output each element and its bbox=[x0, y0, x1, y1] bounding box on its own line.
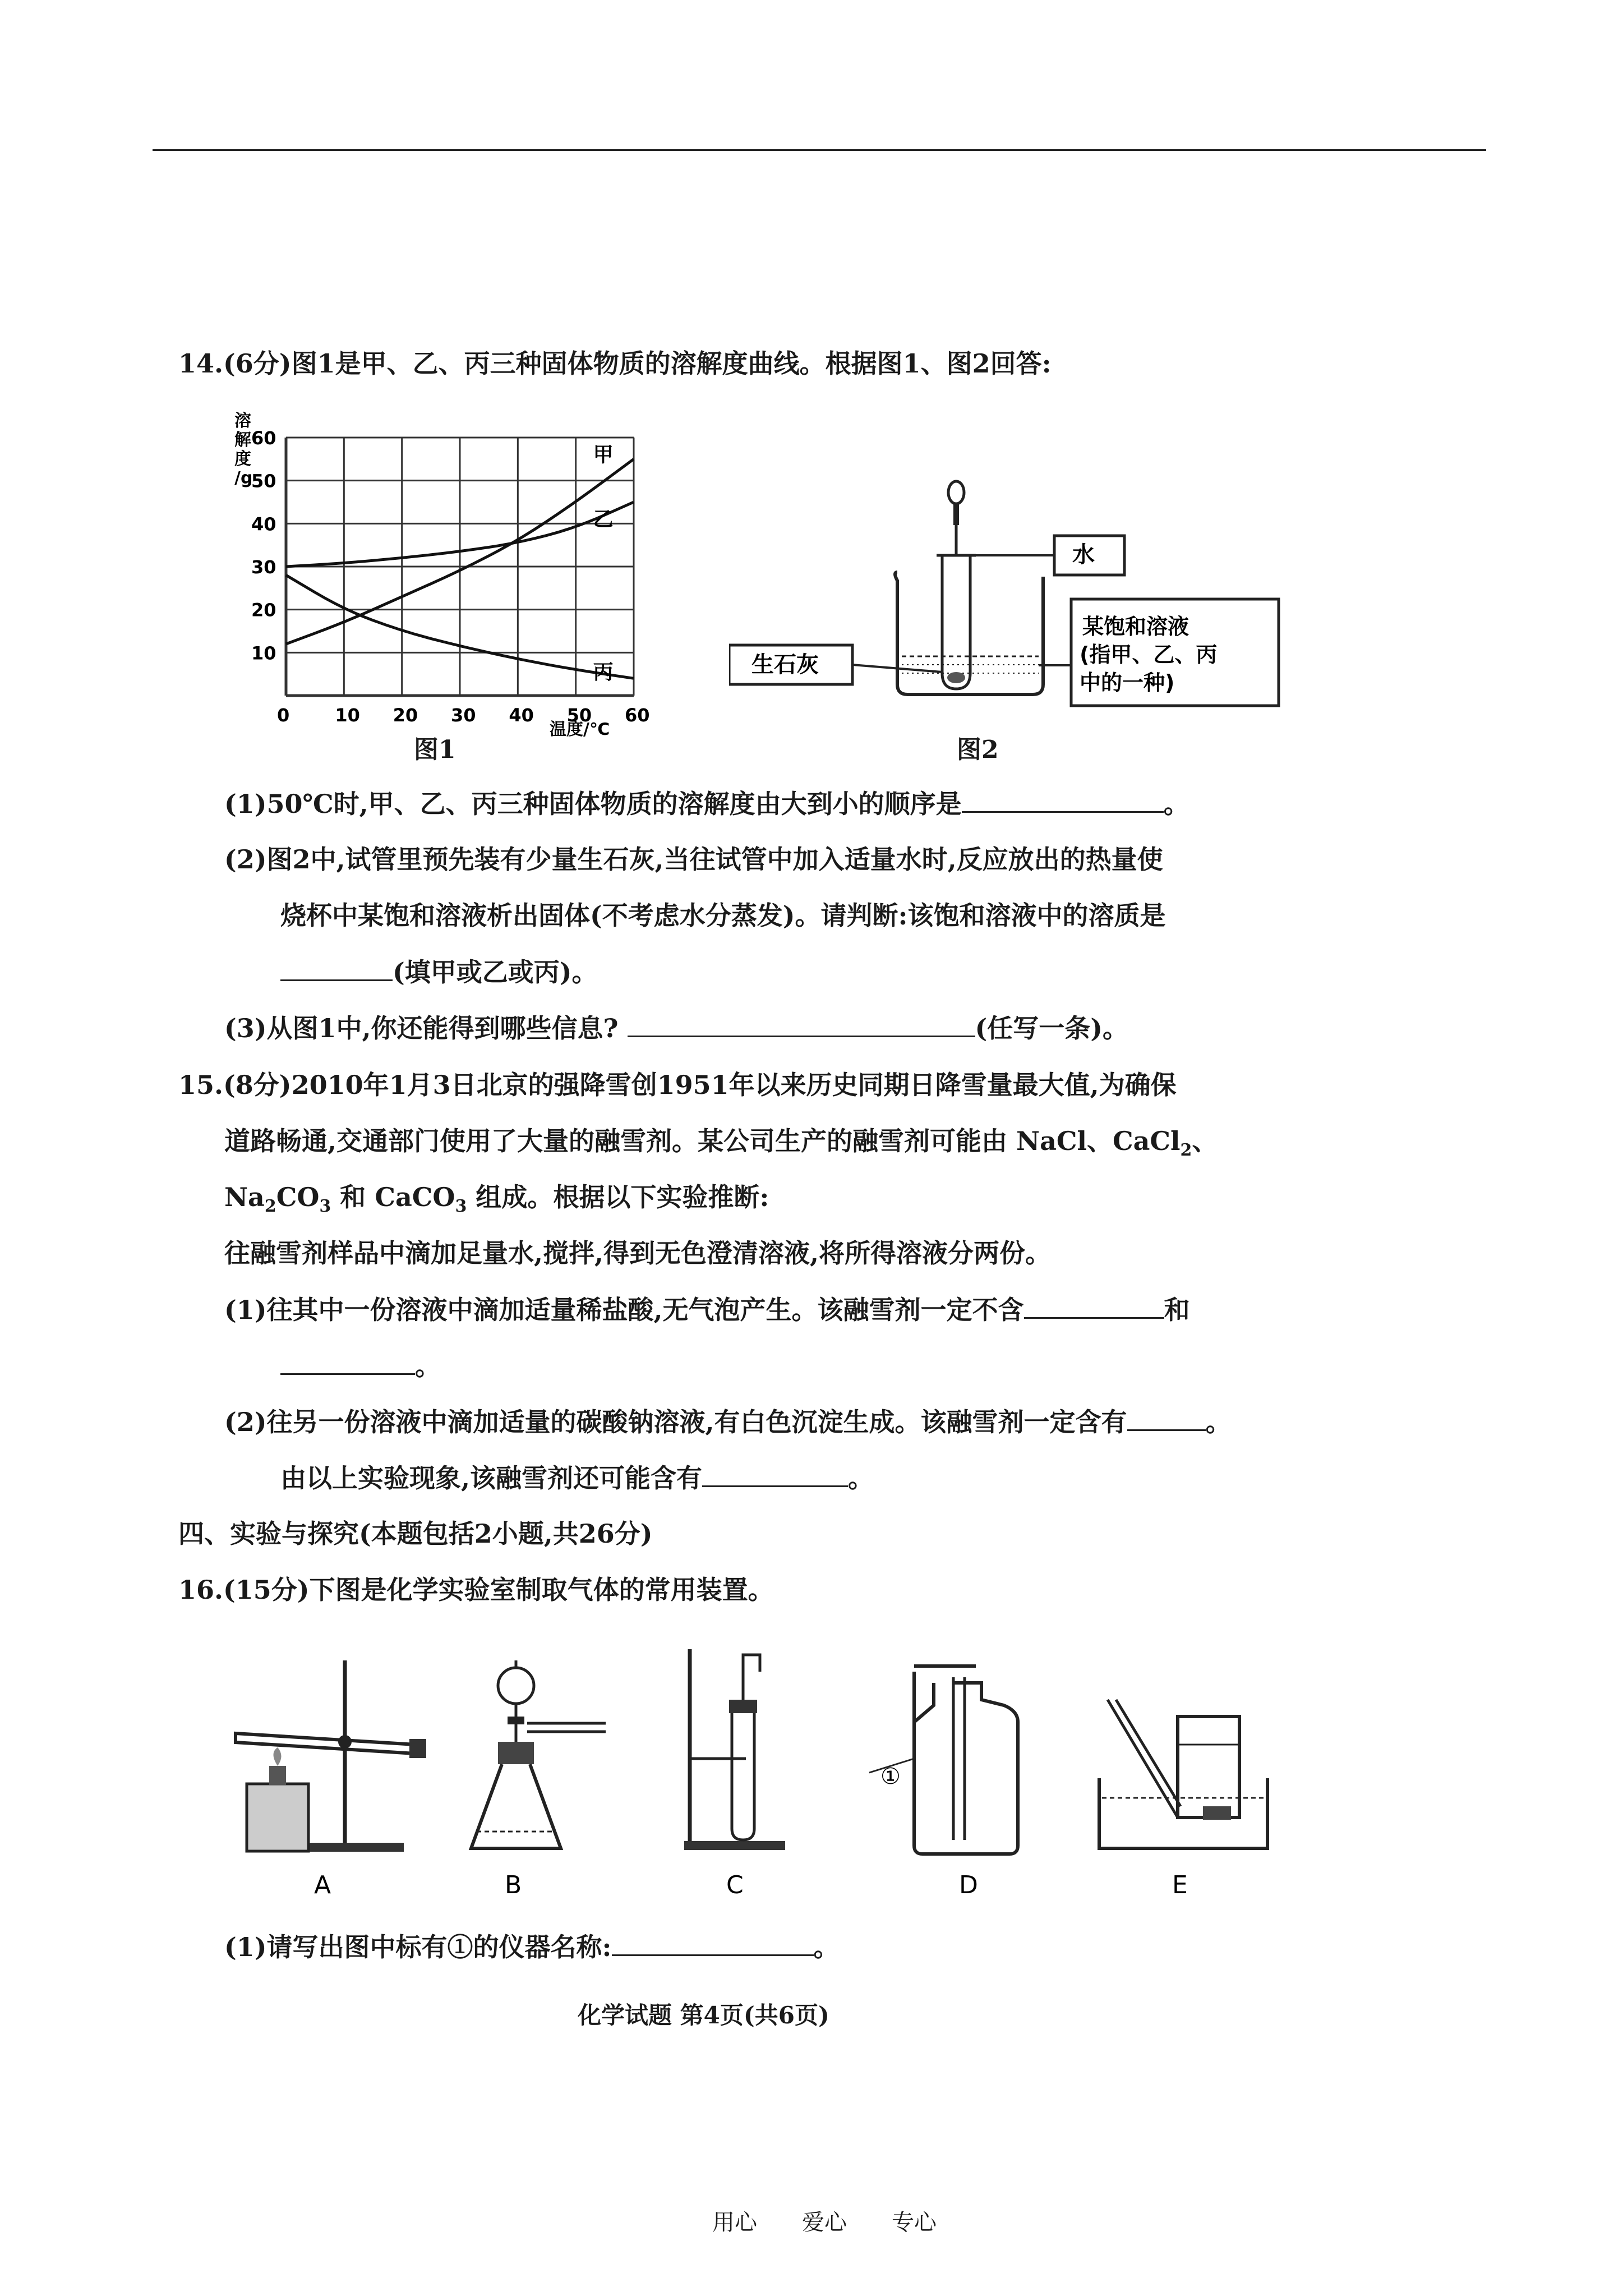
label-c: C bbox=[726, 1871, 744, 1899]
apparatus-e-icon bbox=[1099, 1700, 1267, 1848]
quicklime-label: 生石灰 bbox=[751, 652, 819, 678]
y-tick-label: 10 bbox=[251, 642, 276, 664]
top-rule bbox=[153, 149, 1486, 151]
answer-blank[interactable] bbox=[702, 1461, 848, 1487]
apparatus-figure bbox=[224, 1638, 1346, 1907]
y-tick-label: 20 bbox=[251, 599, 276, 621]
slogan-1: 用心 bbox=[712, 2210, 757, 2235]
apparatus-b-icon bbox=[471, 1660, 606, 1848]
q14-part1: (1)50℃时,甲、乙、丙三种固体物质的溶解度由大到小的顺序是 。 bbox=[224, 786, 1189, 821]
answer-blank[interactable] bbox=[280, 955, 393, 981]
x-tick-label: 20 bbox=[393, 705, 418, 726]
answer-blank[interactable] bbox=[962, 786, 1164, 813]
x-tick-label: 10 bbox=[335, 705, 360, 726]
y-axis-label: 度 bbox=[234, 449, 251, 469]
q14-part2-line3: (填甲或乙或丙)。 bbox=[280, 955, 598, 989]
x-tick-label: 50 bbox=[566, 705, 592, 726]
y-tick-label: 60 bbox=[251, 427, 276, 449]
apparatus-d-icon bbox=[869, 1666, 1018, 1854]
q15-line3: $Na_2CO_3$ 和 CaCO$_3$ 组成。根据以下实验推断: bbox=[224, 1182, 769, 1217]
solution-label-2: (指甲、乙、丙 bbox=[1080, 642, 1218, 667]
slogan-2: 爱心 bbox=[802, 2210, 847, 2235]
q15-line1: 15.(8分)2010年1月3日北京的强降雪创1951年以来历史同期日降雪量最大值,为确保 bbox=[178, 1070, 1177, 1100]
bottom-slogan bbox=[690, 2205, 959, 2237]
q15-line2: 道路畅通,交通部门使用了大量的融雪剂。某公司生产的融雪剂可能由 NaCl、CaCl$_2$、 bbox=[224, 1126, 1218, 1161]
label-d: D bbox=[959, 1871, 978, 1899]
x-tick-label: 60 bbox=[625, 705, 650, 726]
solubility-chart bbox=[224, 404, 673, 740]
solution-label-1: 某饱和溶液 bbox=[1082, 614, 1189, 639]
q15-part1: (1)往其中一份溶液中滴加适量稀盐酸,无气泡产生。该融雪剂一定不含 和 bbox=[224, 1292, 1190, 1327]
q14-part3: (3)从图1中,你还能得到哪些信息? (任写一条)。 bbox=[224, 1011, 1128, 1045]
label-a: A bbox=[314, 1871, 331, 1899]
y-axis-label: /g bbox=[234, 468, 253, 488]
dropper-icon bbox=[948, 481, 964, 555]
answer-blank[interactable] bbox=[612, 1930, 814, 1956]
section-4-heading: 四、实验与探究(本题包括2小题,共26分) bbox=[178, 1519, 653, 1549]
label-b: B bbox=[505, 1871, 522, 1899]
figure-1-caption: 图1 bbox=[414, 735, 456, 764]
x-tick-label: 0 bbox=[277, 705, 290, 726]
q16-part1: (1)请写出图中标有①的仪器名称: 。 bbox=[224, 1930, 840, 1964]
x-tick-label: 40 bbox=[509, 705, 534, 726]
q15-part2: (2)往另一份溶液中滴加适量的碳酸钠溶液,有白色沉淀生成。该融雪剂一定含有 。 bbox=[224, 1405, 1232, 1439]
figure-2-caption: 图2 bbox=[957, 735, 999, 764]
y-axis-label: 溶 bbox=[234, 411, 251, 431]
label-e: E bbox=[1172, 1871, 1188, 1899]
q15-part1-cont: 。 bbox=[280, 1349, 441, 1383]
water-label: 水 bbox=[1072, 542, 1095, 568]
answer-blank[interactable] bbox=[1127, 1405, 1206, 1431]
q14-part2-line1: (2)图2中,试管里预先装有少量生石灰,当往试管中加入适量水时,反应放出的热量使 bbox=[224, 844, 1163, 875]
series-label: 丙 bbox=[593, 660, 614, 684]
y-tick-label: 30 bbox=[251, 556, 276, 578]
answer-blank[interactable] bbox=[628, 1011, 975, 1037]
q14-part2-line2: 烧杯中某饱和溶液析出固体(不考虑水分蒸发)。请判断:该饱和溶液中的溶质是 bbox=[280, 900, 1166, 931]
figure-2-diagram bbox=[729, 466, 1290, 735]
test-tube-icon bbox=[937, 555, 976, 689]
x-axis-label: 温度/℃ bbox=[550, 720, 610, 739]
y-tick-label: 50 bbox=[251, 470, 276, 492]
apparatus-c-icon bbox=[684, 1649, 785, 1850]
y-tick-label: 40 bbox=[251, 513, 276, 535]
series-label: 乙 bbox=[593, 508, 614, 531]
page-footer: 化学试题 第4页(共6页) bbox=[578, 2001, 829, 2029]
slogan-3: 专心 bbox=[892, 2210, 937, 2235]
x-tick-label: 30 bbox=[451, 705, 476, 726]
y-axis-label: 解 bbox=[234, 430, 251, 450]
marker-1: ① bbox=[880, 1764, 901, 1789]
answer-blank[interactable] bbox=[280, 1349, 415, 1375]
q16-stem: 16.(15分)下图是化学实验室制取气体的常用装置。 bbox=[178, 1575, 774, 1605]
solution-label-3: 中的一种) bbox=[1080, 670, 1175, 695]
q15-part2-cont: 由以上实验现象,该融雪剂还可能含有 。 bbox=[280, 1461, 874, 1495]
q15-line4: 往融雪剂样品中滴加足量水,搅拌,得到无色澄清溶液,将所得溶液分两份。 bbox=[224, 1238, 1052, 1268]
answer-blank[interactable] bbox=[1024, 1292, 1164, 1319]
q14-stem: 14.(6分)图1是甲、乙、丙三种固体物质的溶解度曲线。根据图1、图2回答: bbox=[178, 348, 1052, 379]
apparatus-a-icon bbox=[236, 1660, 426, 1852]
series-label: 甲 bbox=[593, 443, 614, 467]
